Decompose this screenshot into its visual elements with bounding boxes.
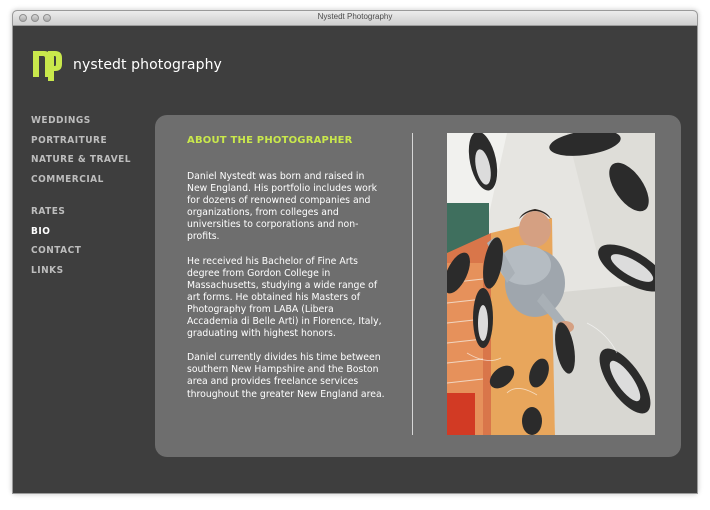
nav-commercial[interactable]: COMMERCIAL — [31, 173, 104, 185]
content-panel — [155, 115, 681, 457]
np-logo-icon — [31, 47, 63, 83]
browser-window — [12, 10, 698, 494]
bio-text — [187, 171, 387, 413]
title-bar[interactable] — [13, 11, 697, 26]
site-logo[interactable] — [31, 47, 222, 83]
nav-portraiture[interactable]: PORTRAITURE — [31, 134, 108, 146]
bio-paragraph: Daniel Nystedt was born and raised in New England. His portfolio includes work for dozens of renowned companies and organizations, from colleges and universities to corporations and non-profits. — [187, 171, 378, 243]
nav-weddings[interactable]: WEDDINGS — [31, 115, 91, 126]
nav-bio[interactable]: BIO — [31, 225, 51, 237]
nav-rates[interactable]: RATES — [31, 206, 66, 217]
window-title: Nystedt Photography — [317, 12, 393, 21]
portrait-image — [447, 133, 655, 435]
bio-paragraph: Daniel currently divides his time between southern New Hampshire and the Boston area and provides freelance services throughout the greater New England area. — [187, 352, 385, 400]
bio-paragraph: He received his Bachelor of Fine Arts degree from Gordon College in Massachusetts, studying a wide range of art forms. He obtained his Masters of Photography from LABA (Libera Accademia di Belle Arti) in Florence, Italy, graduating with highest honors. — [187, 255, 382, 340]
nav-nature-travel[interactable]: NATURE & TRAVEL — [31, 154, 132, 165]
photographer-photo — [447, 133, 655, 435]
content-divider — [412, 133, 413, 435]
nav-links[interactable]: LINKS — [31, 264, 64, 276]
site-name: nystedt photography — [73, 57, 222, 73]
nav-spacer — [31, 193, 131, 206]
nav-contact[interactable]: CONTACT — [31, 245, 82, 256]
main-nav — [31, 115, 131, 284]
section-heading: ABOUT THE PHOTOGRAPHER — [187, 135, 353, 146]
